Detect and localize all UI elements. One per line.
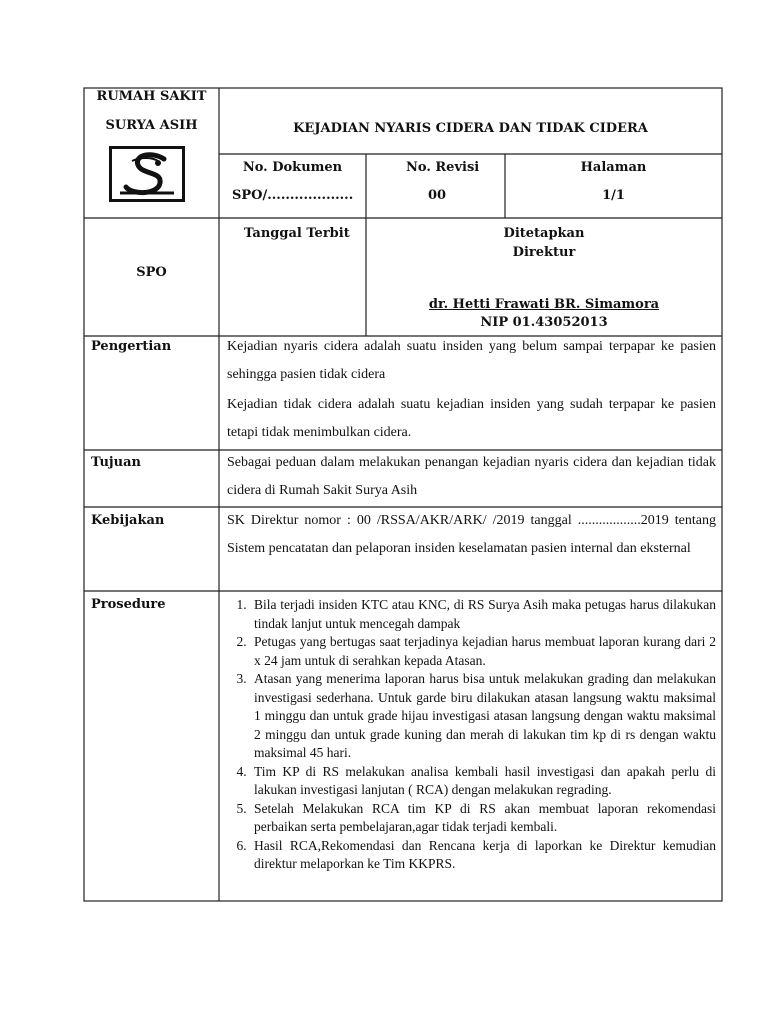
prosedure-step-5: 5. Setelah Melakukan RCA tim KP di RS akan membuat laporan rekomendasi perbaikan serta pembelajaran,agar tidak terjadi kembali. [250, 800, 716, 837]
hospital-name-line2: SURYA ASIH [105, 118, 198, 133]
page-value: 1/1 [602, 188, 625, 203]
tujuan-label: Tujuan [91, 455, 141, 470]
spo-label: SPO [136, 265, 167, 280]
revision-label: No. Revisi [406, 160, 480, 175]
director-name: dr. Hetti Frawati BR. Simamora [428, 297, 660, 312]
doc-number-label: No. Dokumen [242, 160, 343, 175]
hospital-name [84, 88, 219, 133]
hospital-logo [109, 146, 185, 202]
doc-number-value: SPO/................... [232, 188, 354, 203]
stylized-s-logo-icon [112, 149, 182, 199]
kebijakan-text: SK Direktur nomor : 00 /RSSA/AKR/ARK/ /2019 tanggal ..................2019 tentang Sistem pencatatan dan pelaporan insiden keselamatan pasien internal dan eksternal [227, 513, 716, 556]
pengertian-para1: Kejadian nyaris cidera adalah suatu insiden yang belum sampai terpapar ke pasien sehingga pasien tidak cidera [227, 339, 716, 382]
prosedure-step-4: 4. Tim KP di RS melakukan analisa kembali hasil investigasi dan apakah perlu di lakukan investigasi lanjutan ( RCA) dengan melakukan regrading. [250, 763, 716, 800]
tujuan-text: Sebagai peduan dalam melakukan penangan kejadian nyaris cidera dan kejadian tidak cidera di Rumah Sakit Surya Asih [227, 455, 716, 498]
prosedure-label: Prosedure [91, 597, 166, 612]
prosedure-step-2: 2. Petugas yang bertugas saat terjadinya kejadian harus membuat laporan kurang dari 2 x 24 jam untuk di serahkan kepada Atasan. [250, 633, 716, 670]
director-nip: NIP 01.43052013 [480, 315, 608, 330]
hospital-name-line1: RUMAH SAKIT [96, 89, 207, 104]
issue-date-label: Tanggal Terbit [244, 226, 350, 241]
pengertian-para2: Kejadian tidak cidera adalah suatu kejadian insiden yang sudah terpapar ke pasien tetapi tidak menimbulkan cidera. [227, 397, 716, 440]
approved-label: Ditetapkan [503, 226, 585, 241]
kebijakan-label: Kebijakan [91, 513, 165, 528]
prosedure-step-3: 3. Atasan yang menerima laporan harus bisa untuk melakukan grading dan melakukan investigasi sederhana. Untuk garde biru dilakukan atasan langsung waktu maksimal 1 minggu dan untuk grade hijau investigasi atasan langsung dengan waktu maksimal 2 minggu dan untuk grade kuning dan merah di lakukan tim kp di rs dengan waktu maksimal 45 hari. [250, 670, 716, 763]
prosedure-list [227, 596, 716, 874]
prosedure-step-1: 1. Bila terjadi insiden KTC atau KNC, di RS Surya Asih maka petugas harus dilakukan tindak lanjut untuk mencegah dampak [250, 596, 716, 633]
page-label: Halaman [580, 160, 647, 175]
prosedure-step-6: 6. Hasil RCA,Rekomendasi dan Rencana kerja di laporkan ke Direktur kemudian direktur melaporkan ke Tim KKPRS. [250, 837, 716, 874]
document-title: KEJADIAN NYARIS CIDERA DAN TIDAK CIDERA [293, 121, 648, 136]
revision-value: 00 [428, 188, 447, 203]
pengertian-label: Pengertian [91, 339, 172, 354]
approved-role: Direktur [512, 245, 576, 260]
